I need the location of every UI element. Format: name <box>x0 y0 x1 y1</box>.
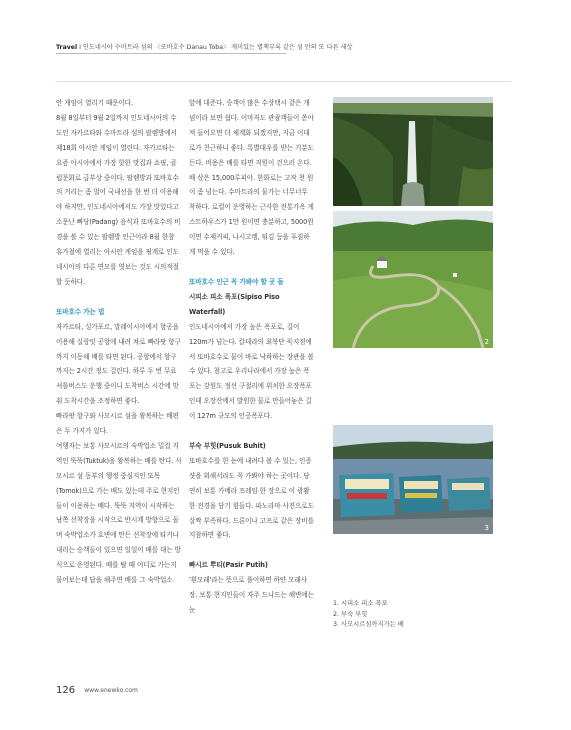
page-number: 126 <box>56 685 76 696</box>
caption-1: 1. 시피소 피소 폭포 <box>333 600 388 607</box>
photo-captions <box>333 599 404 631</box>
header-separator: I <box>79 44 81 51</box>
photo-number: 3 <box>484 524 489 532</box>
header-title: 인도네시아 수마트라 섬의 〈또바호수 Danau Toba〉 재미있는 별책부록 같은 섬 안의 또 다른 세상 <box>82 44 353 51</box>
place-heading: 부숙 부힛(Pusuk Buhit) <box>189 442 266 451</box>
paragraph: '흰모래'라는 뜻으로 풀이하면 하얀 모래사장. 보통 현지인들이 자주 드나드는 해변에는 눈 <box>189 576 314 615</box>
section-heading: 또바호수 인근 꼭 가봐야 할 곳 들 <box>189 277 284 286</box>
place-heading: 시피소 피소 폭포(Sipiso Piso Waterfall) <box>189 292 280 316</box>
section-heading: 또바호수 가는 법 <box>56 307 105 316</box>
spacer <box>56 290 182 305</box>
photo-waterfall <box>333 97 493 206</box>
site-url: www.enewko.com <box>84 687 138 694</box>
text-column-2 <box>189 96 315 618</box>
spacer <box>189 260 315 275</box>
paragraph: 빠라팟 항구와 사모시르 섬을 왕복하는 배편은 두 가지가 있다. <box>56 412 179 436</box>
page-footer <box>56 680 138 699</box>
caption-2: 2. 부숙 부힛 <box>333 610 368 618</box>
paragraph: 자카르타, 싱가포르, 말레이시아에서 항공을 이용해 실랑잇 공항에 내려 차로 빠라팟 항구까지 이동해 배를 타면 된다. 공항에서 항구까지는 2시간 정도 걸린다. 하루 두 번 무료 셔틀버스도 운행 중이니 도착버스 시간에 맞춰 도착시간을 조정하면 좋다. <box>56 322 181 406</box>
place-heading: 빠시르 뿌티(Pasir Putih) <box>189 561 268 570</box>
header-divider <box>56 53 286 54</box>
paragraph: 안 게임이 열리기 때문이다. <box>56 99 133 107</box>
photo-number: 2 <box>484 338 489 346</box>
paragraph: 여행자는 보통 사모시르의 숙박업소 밀집 지역인 뚝뚝(Tuktuk)을 왕복하는 배를 탄다. 사모시르 섬 동부의 행정 중심지인 또목(Tomok)으로 가는 배도 있는데 주로 현지인들이 이용하는 배다. 뚝뚝 지역이 시작하는 남쪽 선착장을 시작으로 반시계 방향으로 돌며 숙박업소가 호변에 만든 선착장에 타거나 내리는 승객들이 있으면 일일이 배를 대는 방식으로 운영된다. 배를 탈 때 어디로 가는지 물어보는데 답을 해주면 배를 그 숙박업소 <box>56 441 182 585</box>
paragraph: 8월 8일부터 9월 2일까지 인도네시아의 수도인 자카르타와 수마트라 섬의 팔렘방에서 제18회 아시안 게임이 열린다. 자카르타는 요즘 아시아에서 가장 핫한 맛집과 쇼핑, 클럽문화로 급부상 중이다. 팔렘방과 또바호수의 거리는 좀 멀어 국내선을 한 번 더 이용해야 하지만, 인도네시아에서도 가장 맛있다고 소문난 빠당(Padang) 음식과 또바호수의 비경을 볼 수 있는 팔렘방 인근이라 8월 한참 휴가철에 열리는 아시안 게임을 핑계로 인도네시아의 다른 면모를 엿보는 것도 시의적절할 듯하다. <box>56 113 181 286</box>
header-section: Travel <box>56 44 78 51</box>
text-column-1 <box>56 96 182 588</box>
top-divider <box>56 81 511 82</box>
running-header <box>56 42 353 51</box>
paragraph: 앞에 대준다. 승객이 많은 수상택시 같은 개념이라 보면 쉽다. 이마저도 관광객들이 쏟아져 들어오면 더 체계화 되겠지만, 지금 이대로가 친근하니 좋다. 특별대우를 받는 기분도 든다. 비용은 배를 타면 직원이 걷으러 온다. 배 삯은 15,000루피아. 한화로는 고작 천 원이 좀 넘는다. 수마트라의 물가는 너무너무 착하다. 로컬이 운영하는 근사한 전통가옥 게스트하우스가 1만 원이면 충분하고, 5000원이면 수제커피, 나시고렝, 튀김 등을 푸짐하게 먹을 수 있다. <box>189 99 314 257</box>
spacer <box>189 424 315 439</box>
paragraph: 또바호수를 한 눈에 내려다 볼 수 있는, 인증샷을 위해서라도 꼭 가봐야 하는 곳이다. 당연히 보통 카메라 프레임 한 장으로 이 광활한 전경을 담기 힘들다. 파노라마 사진으로도 살짝 부족하다. 드론이나 고프로 같은 장비를 지참하면 좋다. <box>189 456 314 540</box>
caption-3: 3. 사모시르섬까지가는 배 <box>333 621 404 628</box>
photo-winding-road <box>333 211 493 348</box>
spacer <box>189 543 315 558</box>
paragraph: 인도네시아에서 가장 높은 폭포로, 길이 120m가 넘는다. 칼데라의 최북단 꼭지점에서 또바호수로 물이 바로 낙하하는 장관을 볼 수 있다. 참고로 우리나라에서 가장 높은 폭포는 강원도 정선 구절리에 위치한 오장폭포인데 오장산에서 발원한 물로 만들어놓은 길이 127m 규모의 인공폭포다. <box>189 322 314 421</box>
photo-boats <box>333 425 493 534</box>
